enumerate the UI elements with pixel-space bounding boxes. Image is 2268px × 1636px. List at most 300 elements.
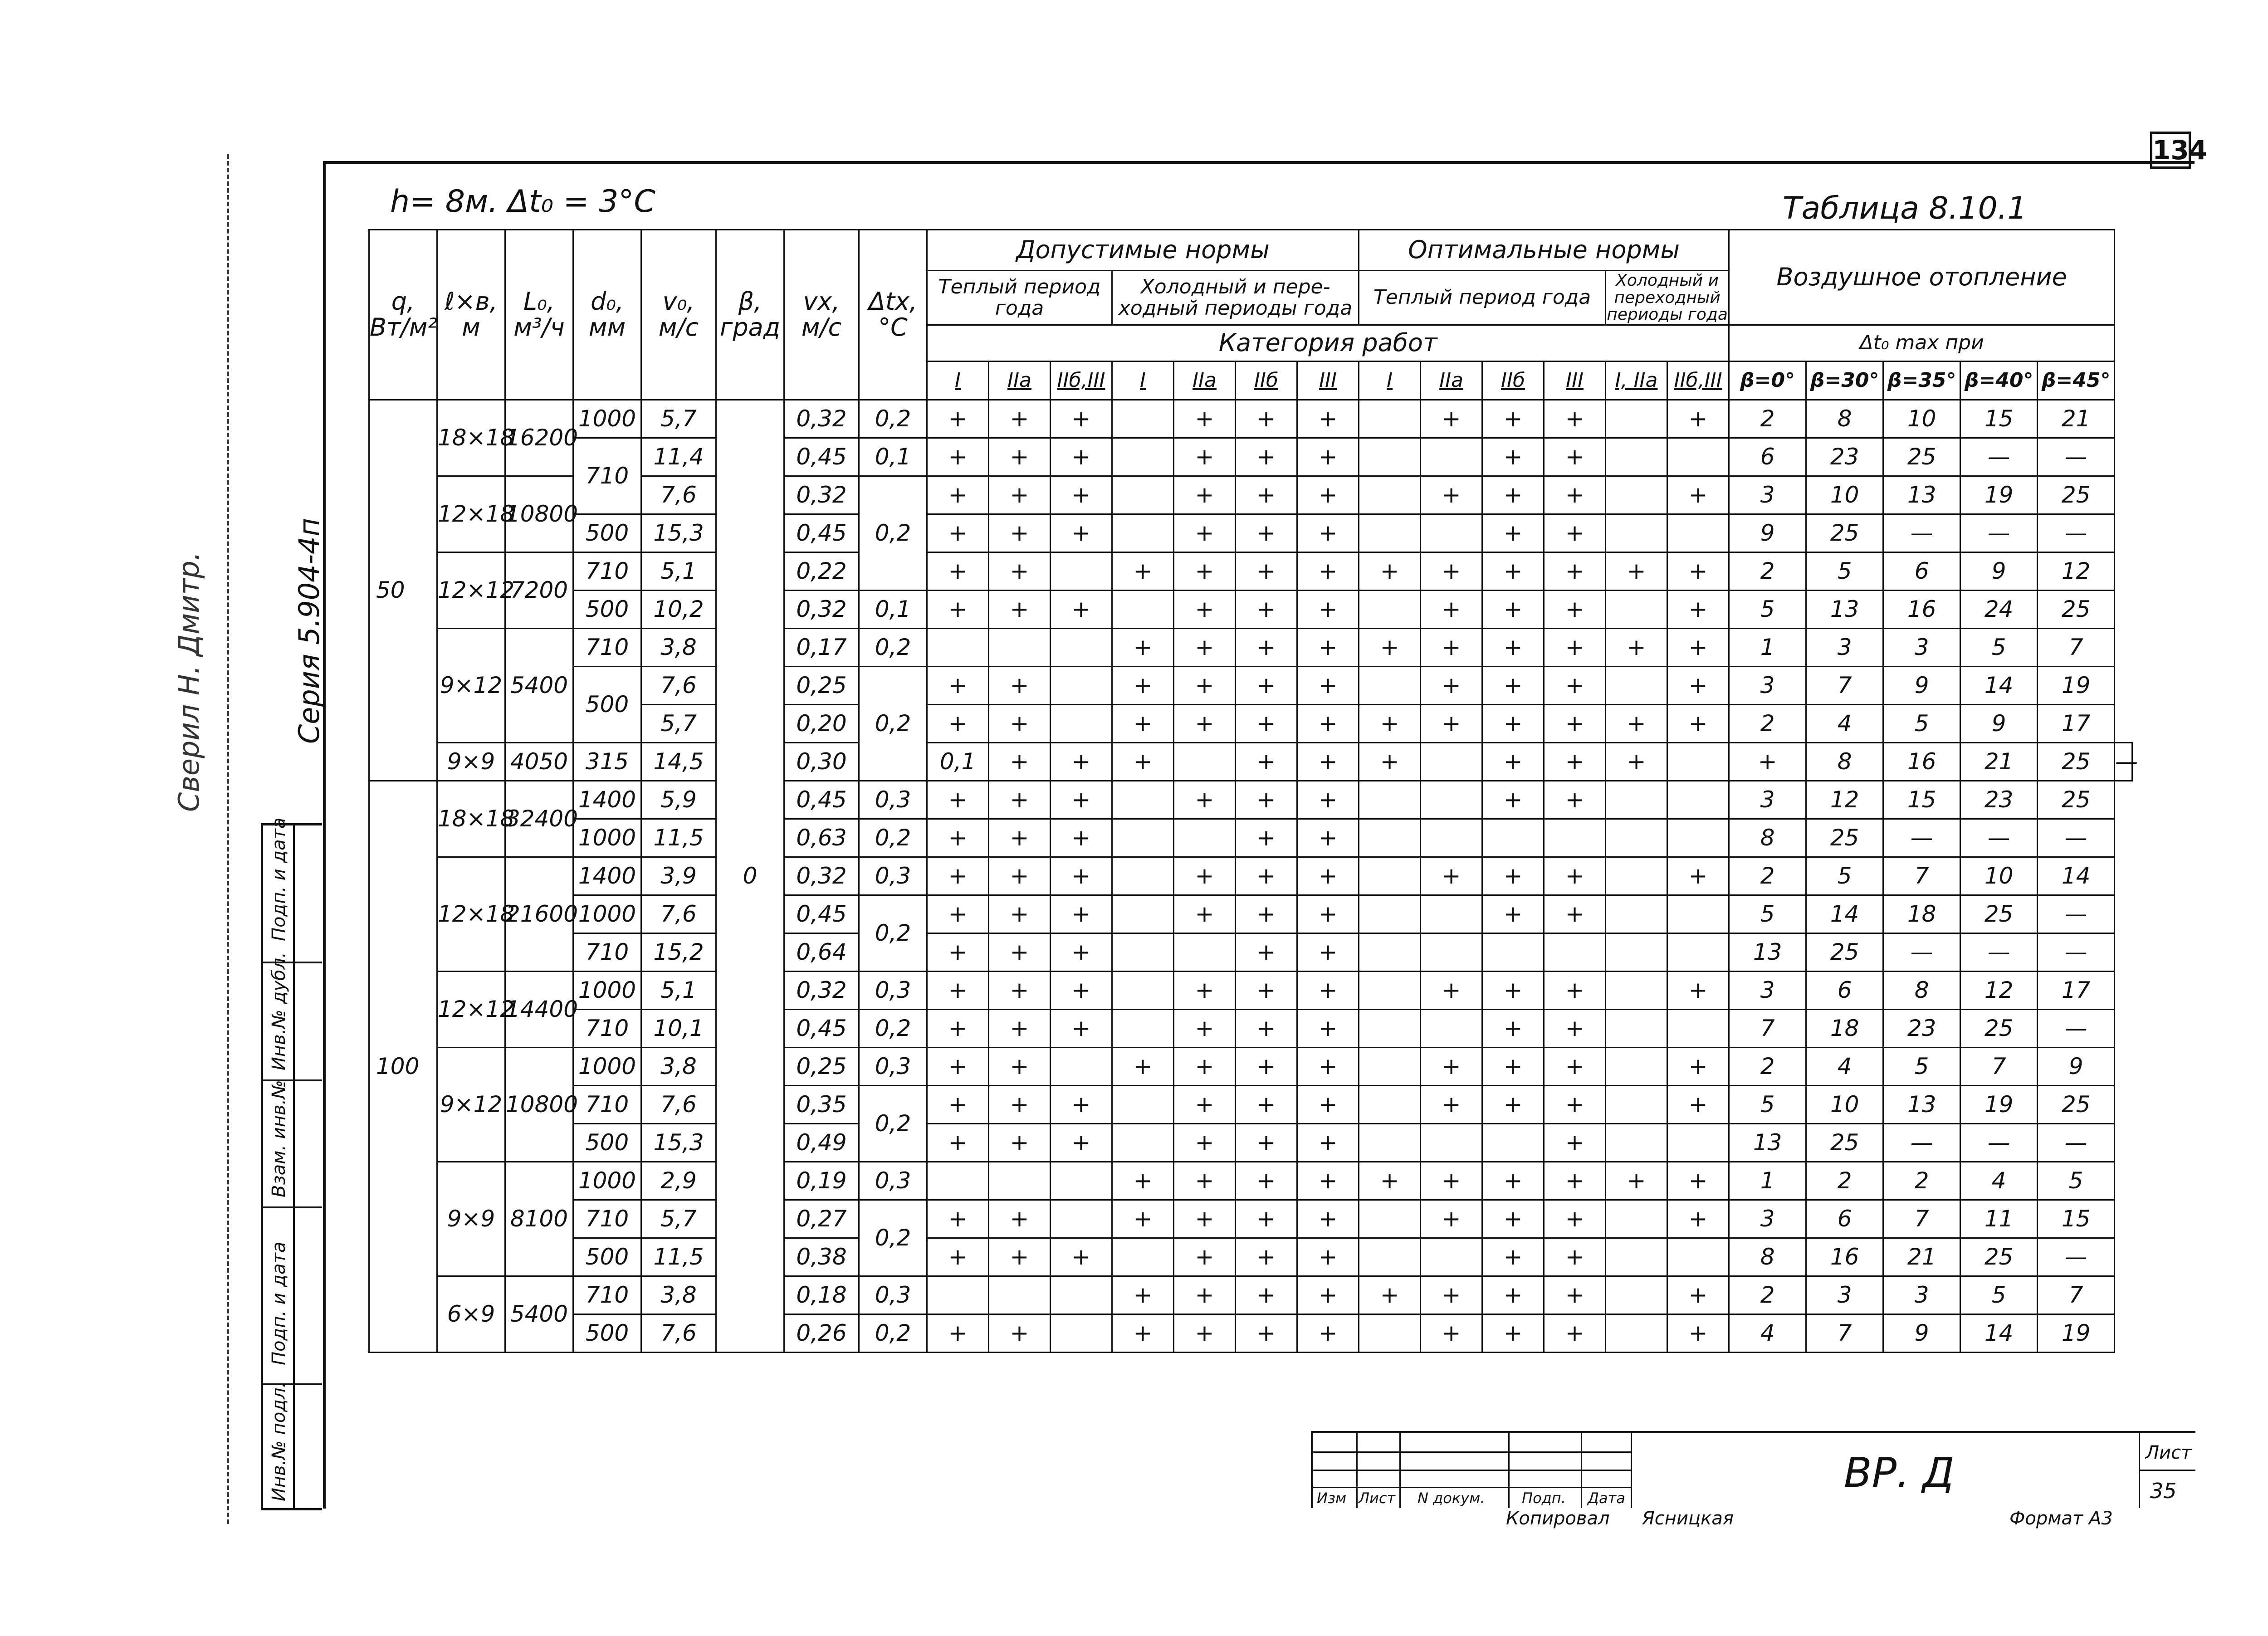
- cell-dtmax: 9: [1960, 705, 2038, 743]
- cell-dtmax: 11: [1960, 1200, 2038, 1238]
- cat-allowed-cold-2: IIб: [1236, 361, 1297, 400]
- cell-dtmax: 8: [1806, 400, 1883, 438]
- cell-mark: +: [1051, 1124, 1112, 1162]
- cell-v0: 11,5: [641, 1238, 716, 1276]
- col-L0: L₀, м³/ч: [505, 230, 573, 400]
- cell-dtmax: 3: [1729, 972, 1806, 1010]
- cell-mark: +: [1421, 400, 1482, 438]
- cell-d0: 500: [573, 1314, 641, 1353]
- cell-mark: +: [989, 552, 1051, 591]
- beta-col-4: β=45°: [2038, 361, 2115, 400]
- cell-mark: +: [927, 1238, 989, 1276]
- cell-dtx: 0,3: [859, 1276, 927, 1314]
- cell-mark: [1482, 933, 1544, 972]
- cell-dtmax: 8: [1729, 1238, 1806, 1276]
- cell-dtx: 0,3: [859, 972, 927, 1010]
- cell-mark: [1174, 819, 1236, 857]
- cell-dtmax: 25: [1806, 1124, 1883, 1162]
- cell-dtx: 0,3: [859, 1162, 927, 1200]
- cell-mark: +: [1051, 895, 1112, 933]
- cell-dtmax: 17: [2038, 972, 2115, 1010]
- cell-mark: +: [1174, 1086, 1236, 1124]
- cell-mark: [1359, 781, 1421, 819]
- cell-dtmax: 18: [1806, 1010, 1883, 1048]
- table-row: [369, 591, 2132, 629]
- header-optimal: Оптимальные нормы: [1359, 230, 1729, 271]
- cell-dtmax: 5: [1729, 895, 1806, 933]
- cell-mark: [1606, 933, 1667, 972]
- cell-mark: +: [1051, 933, 1112, 972]
- cell-vx: 0,26: [784, 1314, 859, 1353]
- cell-d0: 1400: [573, 781, 641, 819]
- cell-lxb: 9×12: [437, 629, 505, 743]
- beta-col-1: β=30°: [1806, 361, 1883, 400]
- cell-d0: 710: [573, 552, 641, 591]
- table-row: [369, 857, 2132, 895]
- cell-d0: 500: [573, 514, 641, 552]
- header-params: h= 8м. Δt₀ = 3°C: [390, 184, 655, 220]
- cell-dtmax: 3: [1883, 629, 1960, 667]
- cell-mark: +: [927, 705, 989, 743]
- cell-L0: 10800: [505, 1048, 573, 1162]
- cell-mark: +: [1112, 705, 1174, 743]
- cell-mark: +: [989, 476, 1051, 514]
- cell-mark: [1421, 514, 1482, 552]
- cell-mark: +: [1051, 1086, 1112, 1124]
- cell-dtmax: 19: [1960, 476, 2038, 514]
- cell-L0: 5400: [505, 629, 573, 743]
- cell-mark: +: [1421, 476, 1482, 514]
- table-row: [369, 1200, 2132, 1238]
- cell-dtmax: 25: [1806, 819, 1883, 857]
- cell-dtmax: 10: [1960, 857, 2038, 895]
- cell-d0: 1000: [573, 895, 641, 933]
- cell-mark: +: [1482, 1162, 1544, 1200]
- cell-vx: 0,32: [784, 972, 859, 1010]
- cat-optimal-warm-2: IIб: [1482, 361, 1544, 400]
- cell-dtmax: 10: [1806, 1086, 1883, 1124]
- table-row: [369, 1124, 2132, 1162]
- cell-mark: [1421, 743, 1482, 781]
- cell-mark: +: [1482, 629, 1544, 667]
- cell-mark: +: [1667, 476, 1729, 514]
- cell-dtmax: 13: [1883, 1086, 1960, 1124]
- cell-dtx: 0,2: [859, 1314, 927, 1353]
- cell-dtmax: 6: [1806, 972, 1883, 1010]
- cell-dtmax: 23: [1883, 1010, 1960, 1048]
- cell-mark: +: [1297, 1086, 1359, 1124]
- cell-mark: +: [1482, 895, 1544, 933]
- cell-mark: +: [989, 819, 1051, 857]
- cell-dtmax: 5: [1960, 1276, 2038, 1314]
- cell-mark: [1359, 400, 1421, 438]
- cat-allowed-warm-0: I: [927, 361, 989, 400]
- cell-L0: 5400: [505, 1276, 573, 1353]
- cell-q: 100: [369, 781, 437, 1353]
- cell-mark: [1112, 476, 1174, 514]
- cell-L0: 32400: [505, 781, 573, 857]
- cell-mark: [927, 1162, 989, 1200]
- cell-mark: +: [1236, 476, 1297, 514]
- cell-dtx: 0,3: [859, 857, 927, 895]
- cell-mark: [1359, 972, 1421, 1010]
- cell-dtmax: 5: [2038, 1162, 2115, 1200]
- cell-mark: +: [1297, 895, 1359, 933]
- cell-mark: +: [989, 1238, 1051, 1276]
- cell-mark: +: [927, 552, 989, 591]
- cell-mark: [1482, 1124, 1544, 1162]
- cell-mark: [1359, 933, 1421, 972]
- cell-mark: +: [1482, 857, 1544, 895]
- cell-dtmax: 2: [1806, 1162, 1883, 1200]
- cell-mark: [1421, 1124, 1482, 1162]
- table-row: [369, 1048, 2132, 1086]
- beta-col-2: β=35°: [1883, 361, 1960, 400]
- cell-mark: +: [1297, 1010, 1359, 1048]
- cell-mark: +: [1482, 781, 1544, 819]
- cat-optimal-warm-3: III: [1544, 361, 1606, 400]
- cell-L0: 16200: [505, 400, 573, 476]
- cell-mark: [1112, 1086, 1174, 1124]
- cell-d0: 710: [573, 629, 641, 667]
- cell-mark: +: [1421, 1162, 1482, 1200]
- cell-d0: 1000: [573, 1048, 641, 1086]
- cell-v0: 3,9: [641, 857, 716, 895]
- cell-mark: +: [927, 1314, 989, 1353]
- cell-mark: [1667, 1238, 1729, 1276]
- cell-dtmax: 25: [2038, 1086, 2115, 1124]
- cell-dtmax: 25: [2038, 591, 2115, 629]
- cell-mark: +: [1667, 591, 1729, 629]
- cell-dtmax: 15: [1883, 781, 1960, 819]
- cell-dtmax: 10: [1806, 476, 1883, 514]
- table-row: [369, 438, 2132, 476]
- cell-mark: +: [1174, 895, 1236, 933]
- cell-dtmax: —: [1960, 819, 2038, 857]
- cell-dtx: 0,2: [859, 476, 927, 591]
- cell-v0: 14,5: [641, 743, 716, 781]
- cell-dtmax: 15: [1960, 400, 2038, 438]
- cell-mark: +: [1297, 400, 1359, 438]
- cell-dtx: 0,2: [859, 400, 927, 438]
- cell-lxb: 12×18: [437, 476, 505, 552]
- cell-mark: +: [1544, 895, 1606, 933]
- cell-vx: 0,64: [784, 933, 859, 972]
- cell-mark: +: [1236, 400, 1297, 438]
- cell-mark: +: [1421, 1276, 1482, 1314]
- cell-mark: +: [1421, 629, 1482, 667]
- cell-dtmax: 21: [1883, 1238, 1960, 1276]
- cell-mark: +: [1051, 591, 1112, 629]
- cell-mark: +: [1236, 1200, 1297, 1238]
- cell-mark: [1051, 1200, 1112, 1238]
- cell-mark: +: [1482, 705, 1544, 743]
- cell-mark: +: [1051, 819, 1112, 857]
- cell-dtmax: 7: [1806, 1314, 1883, 1353]
- cell-dtmax: —: [2115, 743, 2132, 781]
- cell-mark: +: [1359, 743, 1421, 781]
- cell-dtmax: 4: [1806, 1048, 1883, 1086]
- cell-mark: +: [1421, 552, 1482, 591]
- cell-d0: 1000: [573, 972, 641, 1010]
- cell-dtmax: —: [1960, 1124, 2038, 1162]
- cell-mark: [1359, 1124, 1421, 1162]
- cell-mark: +: [1174, 1010, 1236, 1048]
- cell-mark: +: [989, 1086, 1051, 1124]
- cell-mark: +: [1297, 629, 1359, 667]
- col-dtx: Δtx, °C: [859, 230, 927, 400]
- table-row: [369, 895, 2132, 933]
- cell-v0: 5,9: [641, 781, 716, 819]
- cell-mark: [1112, 895, 1174, 933]
- cell-mark: +: [1544, 438, 1606, 476]
- cell-dtmax: 16: [1806, 1238, 1883, 1276]
- cell-dtmax: 7: [1960, 1048, 2038, 1086]
- cell-mark: [1421, 438, 1482, 476]
- cell-mark: +: [927, 1048, 989, 1086]
- cell-mark: +: [989, 1048, 1051, 1086]
- cell-d0: 1000: [573, 819, 641, 857]
- table-row: [369, 514, 2132, 552]
- cell-mark: +: [1236, 667, 1297, 705]
- cell-vx: 0,49: [784, 1124, 859, 1162]
- cell-mark: [1359, 819, 1421, 857]
- cell-mark: [1606, 1200, 1667, 1238]
- cell-d0: 500: [573, 1238, 641, 1276]
- cell-mark: +: [1606, 743, 1667, 781]
- cell-mark: +: [1544, 667, 1606, 705]
- cell-dtmax: 21: [1960, 743, 2038, 781]
- cell-mark: +: [1667, 629, 1729, 667]
- cell-mark: +: [1236, 552, 1297, 591]
- cell-dtmax: 7: [1883, 1200, 1960, 1238]
- cell-dtmax: 4: [1960, 1162, 2038, 1200]
- cell-dtmax: 2: [1729, 400, 1806, 438]
- cell-mark: +: [927, 1200, 989, 1238]
- cell-mark: [989, 1162, 1051, 1200]
- cell-mark: +: [1297, 1200, 1359, 1238]
- cell-dtmax: 5: [1729, 1086, 1806, 1124]
- cell-dtmax: 2: [1883, 1162, 1960, 1200]
- cell-mark: [1667, 438, 1729, 476]
- cell-mark: +: [1174, 781, 1236, 819]
- tb-sheet-label: Лист: [2146, 1442, 2192, 1463]
- cell-dtmax: —: [1960, 933, 2038, 972]
- cell-mark: [1606, 438, 1667, 476]
- cell-dtmax: 6: [1729, 438, 1806, 476]
- cell-mark: +: [927, 1010, 989, 1048]
- cell-mark: [1421, 819, 1482, 857]
- cell-mark: +: [1482, 400, 1544, 438]
- cell-mark: +: [927, 476, 989, 514]
- cell-dtmax: 6: [1883, 552, 1960, 591]
- side-note: Сверил Н. Дмитр.: [172, 552, 205, 812]
- cell-mark: +: [1544, 629, 1606, 667]
- cell-mark: +: [1544, 1238, 1606, 1276]
- cell-mark: +: [1174, 591, 1236, 629]
- cell-d0: 710: [573, 1200, 641, 1238]
- cell-dtmax: 1: [1729, 629, 1806, 667]
- cell-mark: +: [1544, 743, 1606, 781]
- cell-mark: +: [1174, 1238, 1236, 1276]
- cell-mark: [1051, 1276, 1112, 1314]
- cell-mark: [1544, 933, 1606, 972]
- cell-mark: +: [1236, 933, 1297, 972]
- cell-v0: 11,5: [641, 819, 716, 857]
- cell-mark: +: [1174, 552, 1236, 591]
- cell-mark: [1112, 819, 1174, 857]
- cell-dtmax: 21: [2038, 400, 2115, 438]
- cell-mark: +: [1667, 400, 1729, 438]
- cell-mark: +: [1112, 552, 1174, 591]
- cell-mark: +: [1297, 1048, 1359, 1086]
- cell-dtx: 0,2: [859, 1086, 927, 1162]
- cell-dtmax: 8: [1883, 972, 1960, 1010]
- cat-allowed-cold-1: IIа: [1174, 361, 1236, 400]
- cell-dtmax: 9: [2038, 1048, 2115, 1086]
- table-row: [369, 1086, 2132, 1124]
- cell-mark: [1421, 895, 1482, 933]
- cell-mark: +: [1359, 629, 1421, 667]
- cell-mark: +: [1297, 591, 1359, 629]
- cell-mark: +: [1482, 438, 1544, 476]
- cell-mark: +: [1112, 1314, 1174, 1353]
- cell-dtmax: —: [2038, 895, 2115, 933]
- cell-dtx: 0,2: [859, 1010, 927, 1048]
- cell-vx: 0,30: [784, 743, 859, 781]
- cell-dtmax: 5: [1960, 629, 2038, 667]
- cell-mark: [1359, 1200, 1421, 1238]
- cell-mark: +: [1667, 667, 1729, 705]
- cell-mark: [1359, 514, 1421, 552]
- cell-d0: 1000: [573, 1162, 641, 1200]
- cell-dtx: 0,3: [859, 1048, 927, 1086]
- cat-optimal-warm-1: IIа: [1421, 361, 1482, 400]
- cell-mark: [1359, 1086, 1421, 1124]
- cell-dtmax: 9: [1883, 1314, 1960, 1353]
- cell-dtmax: 13: [1883, 476, 1960, 514]
- cell-vx: 0,63: [784, 819, 859, 857]
- cell-mark: [1112, 933, 1174, 972]
- cell-mark: +: [927, 514, 989, 552]
- cell-mark: [1359, 438, 1421, 476]
- cell-mark: +: [1544, 400, 1606, 438]
- cell-dtmax: 4: [1806, 705, 1883, 743]
- cell-mark: +: [1174, 1200, 1236, 1238]
- cell-dtmax: 5: [1729, 591, 1806, 629]
- cell-mark: +: [1544, 1162, 1606, 1200]
- cell-dtmax: 5: [1883, 1048, 1960, 1086]
- cell-dtmax: —: [2038, 1124, 2115, 1162]
- cell-mark: +: [1667, 1276, 1729, 1314]
- cell-mark: +: [1051, 857, 1112, 895]
- cell-mark: [1359, 1314, 1421, 1353]
- cat-optimal-cold-1: IIб,III: [1667, 361, 1729, 400]
- cell-mark: +: [1544, 514, 1606, 552]
- header-cold-optimal: Холодный и переходный периоды года: [1606, 271, 1729, 325]
- cell-dtmax: 10: [1883, 400, 1960, 438]
- cell-dtmax: 25: [2038, 743, 2115, 781]
- cell-mark: +: [1421, 1314, 1482, 1353]
- cell-L0: 4050: [505, 743, 573, 781]
- cell-mark: +: [1606, 552, 1667, 591]
- cell-dtmax: —: [1883, 933, 1960, 972]
- table-row: [369, 743, 2132, 781]
- cell-mark: +: [1297, 1276, 1359, 1314]
- cell-v0: 11,4: [641, 438, 716, 476]
- cell-mark: +: [1667, 857, 1729, 895]
- cell-mark: +: [1544, 1276, 1606, 1314]
- cell-mark: +: [1482, 1314, 1544, 1353]
- cell-dtmax: 19: [1960, 1086, 2038, 1124]
- cell-mark: +: [1421, 972, 1482, 1010]
- cell-mark: +: [1236, 743, 1297, 781]
- table-row: [369, 933, 2132, 972]
- cell-dtmax: —: [1883, 1124, 1960, 1162]
- doc-code: ВР. Д: [1844, 1449, 1955, 1497]
- cell-mark: +: [1174, 857, 1236, 895]
- cell-mark: +: [1236, 1162, 1297, 1200]
- cell-mark: +: [1297, 857, 1359, 895]
- cell-mark: +: [1174, 667, 1236, 705]
- cell-dtmax: 25: [1960, 1238, 2038, 1276]
- cell-mark: +: [989, 400, 1051, 438]
- cell-v0: 2,9: [641, 1162, 716, 1200]
- cell-mark: +: [1297, 476, 1359, 514]
- series-label: Серия 5.904-4п: [293, 518, 326, 744]
- cell-mark: +: [1236, 972, 1297, 1010]
- cell-mark: +: [989, 438, 1051, 476]
- cell-dtx: 0,3: [859, 781, 927, 819]
- cell-mark: [1051, 705, 1112, 743]
- cell-vx: 0,32: [784, 591, 859, 629]
- cell-mark: +: [1174, 438, 1236, 476]
- table-row: [369, 552, 2132, 591]
- cell-dtmax: 3: [1806, 629, 1883, 667]
- cell-dtmax: 13: [1729, 933, 1806, 972]
- cell-mark: [1359, 857, 1421, 895]
- cell-vx: 0,32: [784, 857, 859, 895]
- cell-dtmax: 1: [1729, 1162, 1806, 1200]
- cell-mark: +: [1544, 1086, 1606, 1124]
- cell-dtmax: 3: [1883, 1276, 1960, 1314]
- cell-dtmax: 13: [1729, 1124, 1806, 1162]
- cell-mark: +: [1297, 552, 1359, 591]
- cell-mark: +: [927, 972, 989, 1010]
- col-q: q, Вт/м²: [369, 230, 437, 400]
- cell-mark: [1606, 514, 1667, 552]
- cell-mark: [1667, 781, 1729, 819]
- cell-vx: 0,25: [784, 667, 859, 705]
- cell-dtmax: 17: [2038, 705, 2115, 743]
- cell-mark: +: [1236, 1314, 1297, 1353]
- cell-mark: +: [927, 1124, 989, 1162]
- cell-mark: +: [1297, 1162, 1359, 1200]
- cell-dtmax: 3: [1806, 1276, 1883, 1314]
- cell-mark: [1482, 819, 1544, 857]
- cell-dtmax: 2: [1729, 857, 1806, 895]
- col-v0: v₀, м/с: [641, 230, 716, 400]
- cell-d0: 315: [573, 743, 641, 781]
- cell-v0: 3,8: [641, 1048, 716, 1086]
- table-row: [369, 667, 2132, 705]
- cell-dtx: 0,2: [859, 629, 927, 667]
- cell-dtmax: 25: [2038, 476, 2115, 514]
- cell-mark: +: [1236, 1124, 1297, 1162]
- cell-mark: +: [989, 1010, 1051, 1048]
- cell-v0: 7,6: [641, 895, 716, 933]
- cell-vx: 0,45: [784, 514, 859, 552]
